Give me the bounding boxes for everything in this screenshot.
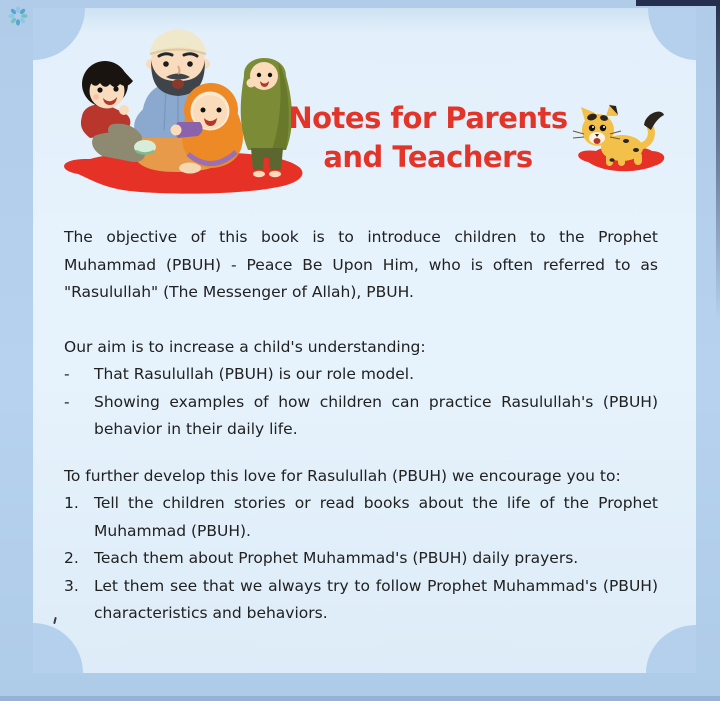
scan-edge-top (636, 0, 720, 6)
page-body (64, 224, 658, 647)
aim-section (64, 334, 658, 444)
bullet-text: That Rasulullah (PBUH) is our role model. (94, 365, 415, 383)
bullet-marker: - (64, 392, 70, 411)
list-item (64, 545, 658, 573)
page-title-line1: Notes for Parents (288, 101, 568, 135)
list-item (64, 573, 658, 628)
scan-edge-right (716, 0, 720, 320)
develop-section (64, 463, 658, 628)
bullet-text: Showing examples of how children can practice Rasulullah's (PBUH) behavior in their daily life. (94, 392, 658, 438)
list-item (64, 389, 658, 444)
snowflake-icon (6, 4, 30, 28)
item-text: Tell the children stories or read books about the life of the Prophet Muhammad (PBUH). (94, 494, 658, 540)
item-number: 3. (64, 576, 79, 595)
item-text: Teach them about Prophet Muhammad's (PBUH) daily prayers. (94, 549, 579, 567)
page-title-line2: and Teachers (323, 140, 533, 174)
corner-ornament-top-right (648, 8, 696, 60)
aim-heading: Our aim is to increase a child's understanding: (64, 337, 426, 356)
scan-edge-bottom (0, 696, 720, 701)
list-item (64, 361, 658, 389)
intro-paragraph: The objective of this book is to introduce children to the Prophet Muhammad (PBUH) - Peace Be Upon Him, who is often referred to as "Rasulullah" (The Messenger of Allah), PBUH. (64, 228, 658, 301)
page-title (268, 99, 588, 177)
item-number: 1. (64, 494, 79, 512)
kitten-illustration (568, 94, 670, 182)
item-text: Let them see that we always try to follow Prophet Muhammad's (PBUH) characteristics and behaviors. (94, 576, 658, 622)
bullet-marker: - (64, 365, 70, 383)
item-number: 2. (64, 549, 79, 567)
develop-heading: To further develop this love for Rasulullah (PBUH) we encourage you to: (64, 466, 621, 485)
list-item (64, 490, 658, 545)
